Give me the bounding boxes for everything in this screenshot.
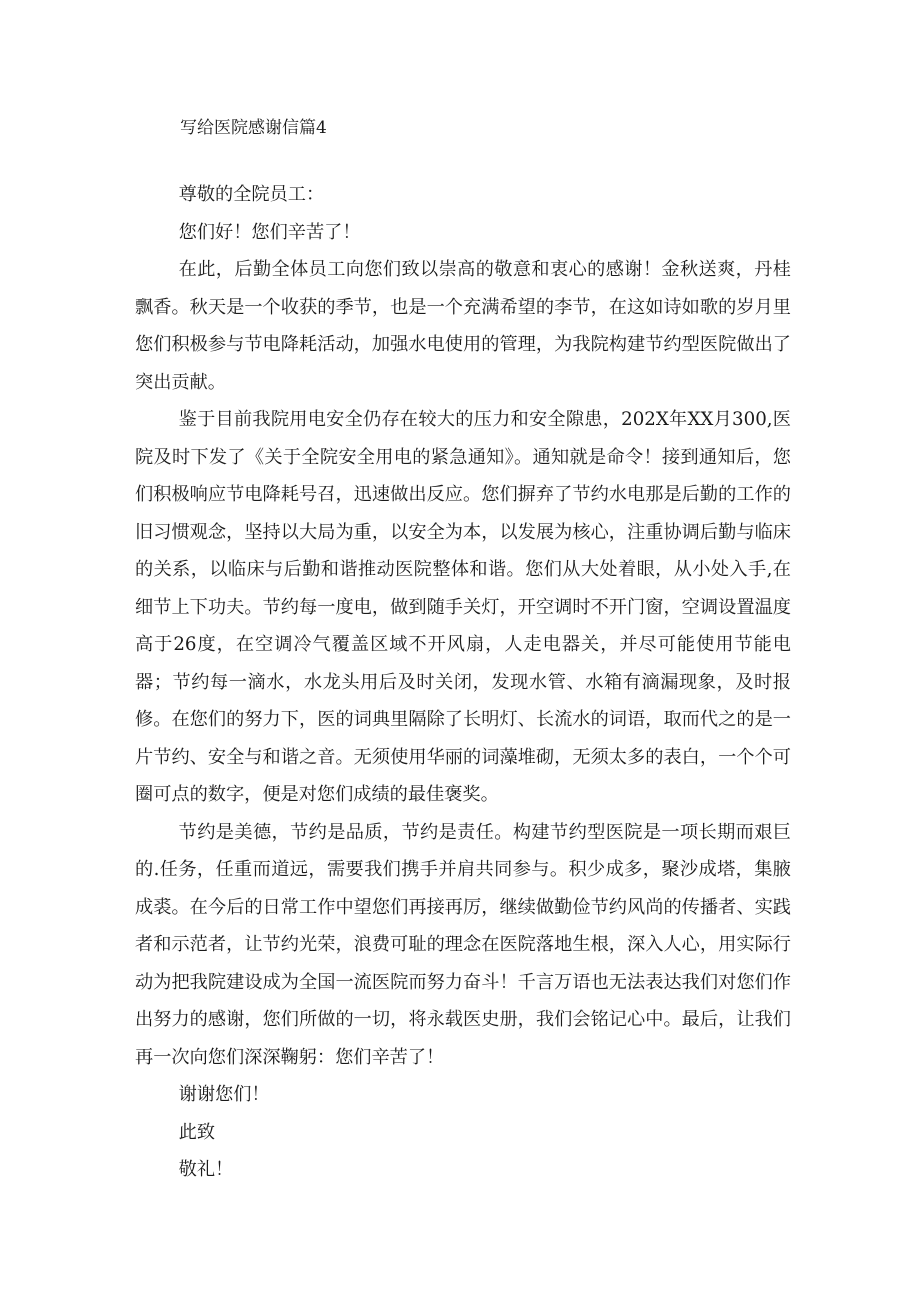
salutation: 尊敬的全院员工： xyxy=(178,184,325,205)
letter-body xyxy=(135,176,791,1189)
document-title: 写给医院感谢信篇4 xyxy=(180,118,327,138)
paragraph-3: 节约是美德，节约是品质，节约是责任。构建节约型医院是一项长期而艰巨的.任务，任重而道远，需要我们携手并肩共同参与。积少成多，聚沙成塔，集腋成裘。在今后的日常工作中望您们再接再厉，继续做勤俭节约风尚的传播者、实践者和示范者，让节约光荣，浪费可耻的理念在医院落地生根，深入人心，用实际行动为把我院建设成为全国一流医院而努力奋斗！千言万语也无法表达我们对您们作出努力的感谢，您们所做的一切，将永载医史册，我们会铭记心中。最后，让我们再一次向您们深深鞠躬：您们辛苦了！ xyxy=(135,821,791,1068)
paragraph-1: 在此，后勤全体员工向您们致以崇高的敬意和衷心的感谢！金秋送爽，丹桂飘香。秋天是一个收获的季节，也是一个充满希望的李节，在这如诗如歌的岁月里您们积极参与节电降耗活动，加强水电使用的管理，为我院构建节约型医院做出了突出贡献。 xyxy=(135,259,791,393)
thanks-line: 谢谢您们！ xyxy=(178,1084,270,1105)
paragraph-2: 鉴于目前我院用电安全仍存在较大的压力和安全隙患，202X年XX月300,医院及时下发了《关于全院安全用电的紧急通知》。通知就是命令！接到通知后，您们积极响应节电降耗号召，迅速做出反应。您们摒弃了节约水电那是后勤的工作的旧习惯观念，坚持以大局为重，以安全为本，以发展为核心，注重协调后勤与临床的关系，以临床与后勤和谐推动医院整体和谐。您们从大处着眼，从小处入手,在细节上下功夫。节约每一度电，做到随手关灯，开空调时不开门窗，空调设置温度高于26度，在空调冷气覆盖区域不开风扇，人走电器关，并尽可能使用节能电器；节约每一滴水，水龙头用后及时关闭，发现水管、水箱有滴漏现象，及时报修。在您们的努力下，医的词典里隔除了长明灯、长流水的词语，取而代之的是一片节约、安全与和谐之音。无须使用华丽的词藻堆砌，无须太多的表白，一个个可圈可点的数字，便是对您们成绩的最佳褒奖。 xyxy=(135,409,791,805)
closing-line-1: 此致 xyxy=(178,1121,216,1143)
greeting: 您们好！您们辛苦了！ xyxy=(178,221,361,243)
closing-line-2: 敬礼！ xyxy=(178,1159,234,1180)
